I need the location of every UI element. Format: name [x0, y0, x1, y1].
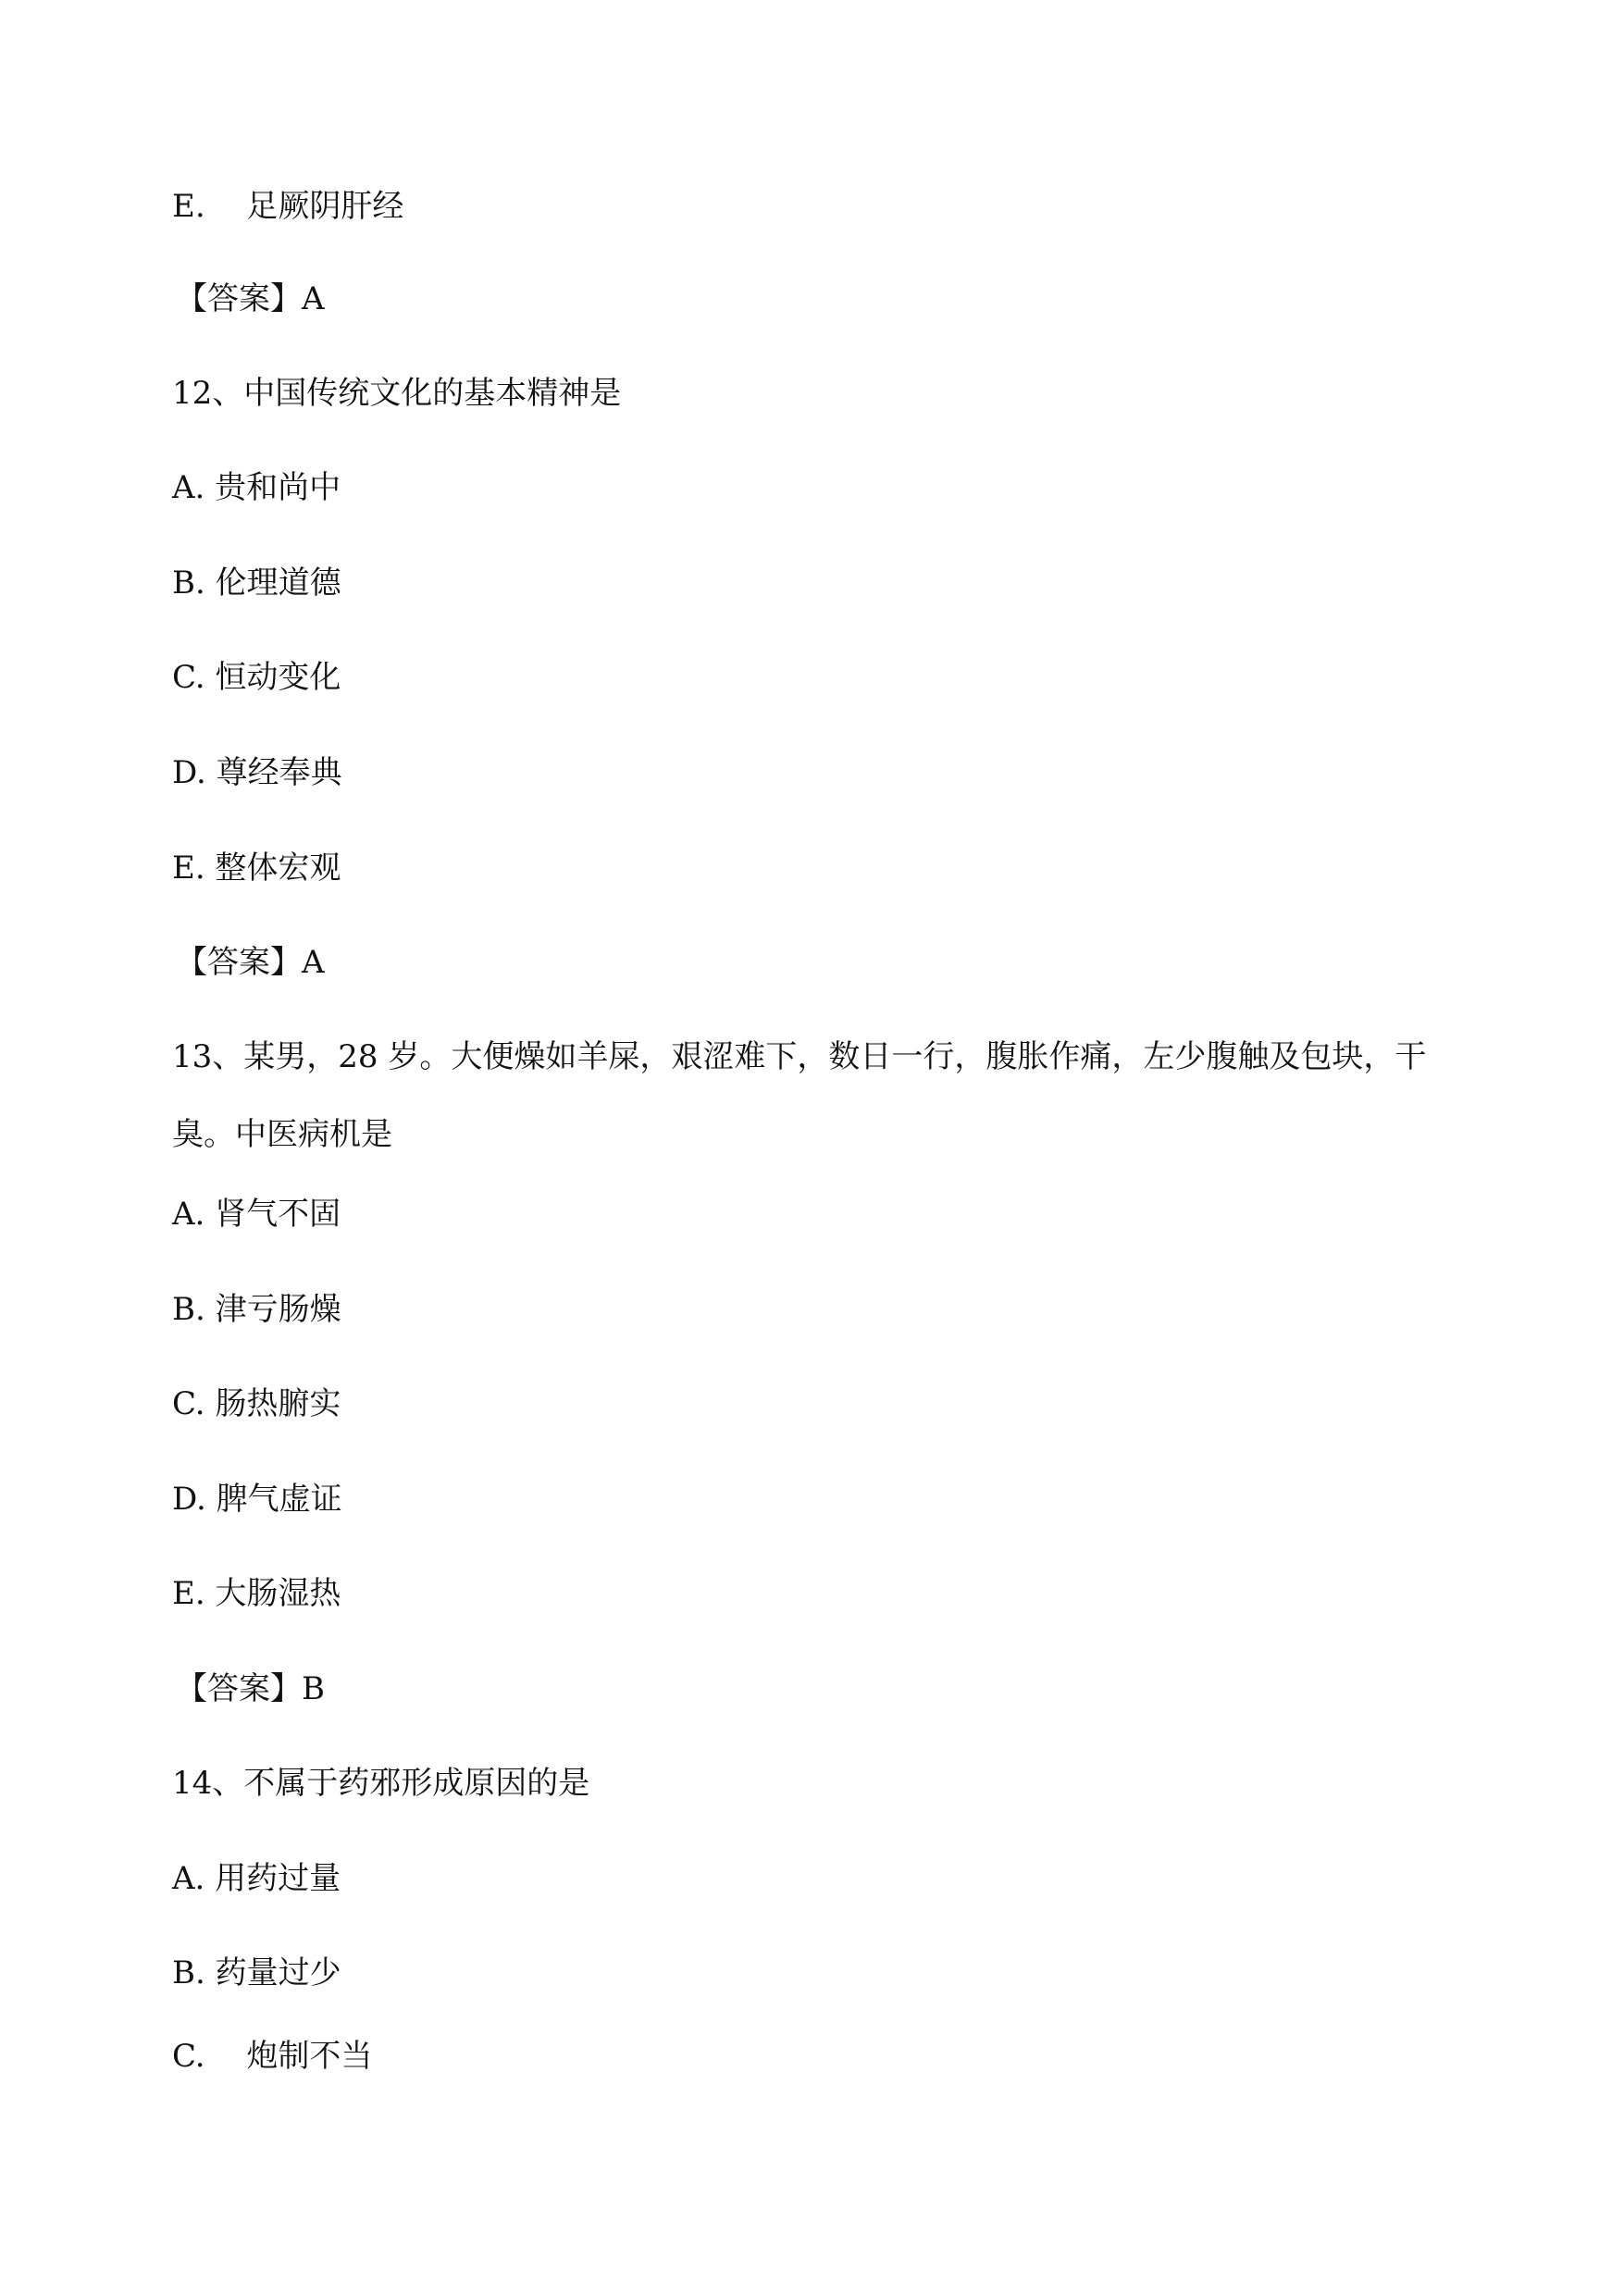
- question-12-option-d: D. 尊经奉典: [172, 754, 342, 791]
- question-14-option-a: A. 用药过量: [172, 1860, 341, 1897]
- question-14-option-c: C. 炮制不当: [172, 2038, 373, 2075]
- answer-12: 【答案】A: [176, 944, 325, 981]
- question-13-option-c: C. 肠热腑实: [172, 1385, 341, 1422]
- option-e-liver-meridian: E. 足厥阴肝经: [172, 188, 404, 225]
- answer-11: 【答案】A: [176, 280, 325, 317]
- answer-13: 【答案】B: [176, 1670, 325, 1707]
- question-12-option-a: A. 贵和尚中: [172, 469, 341, 506]
- question-13-option-e: E. 大肠湿热: [172, 1575, 341, 1612]
- question-14-option-b: B. 药量过少: [172, 1954, 341, 1991]
- question-13-option-d: D. 脾气虚证: [172, 1481, 342, 1518]
- question-12: 12、中国传统文化的基本精神是: [172, 375, 622, 412]
- question-14: 14、不属于药邪形成原因的是: [172, 1765, 590, 1802]
- question-13: 13、某男，28 岁。大便燥如羊屎，艰涩难下，数日一行，腹胀作痛，左少腹触及包块，干臭。中医病机是: [172, 1038, 1427, 1153]
- question-13-option-b: B. 津亏肠燥: [172, 1291, 341, 1328]
- question-12-option-c: C. 恒动变化: [172, 659, 341, 696]
- question-12-option-b: B. 伦理道德: [172, 564, 341, 602]
- question-13-option-a: A. 肾气不固: [172, 1196, 341, 1233]
- question-12-option-e: E. 整体宏观: [172, 850, 341, 887]
